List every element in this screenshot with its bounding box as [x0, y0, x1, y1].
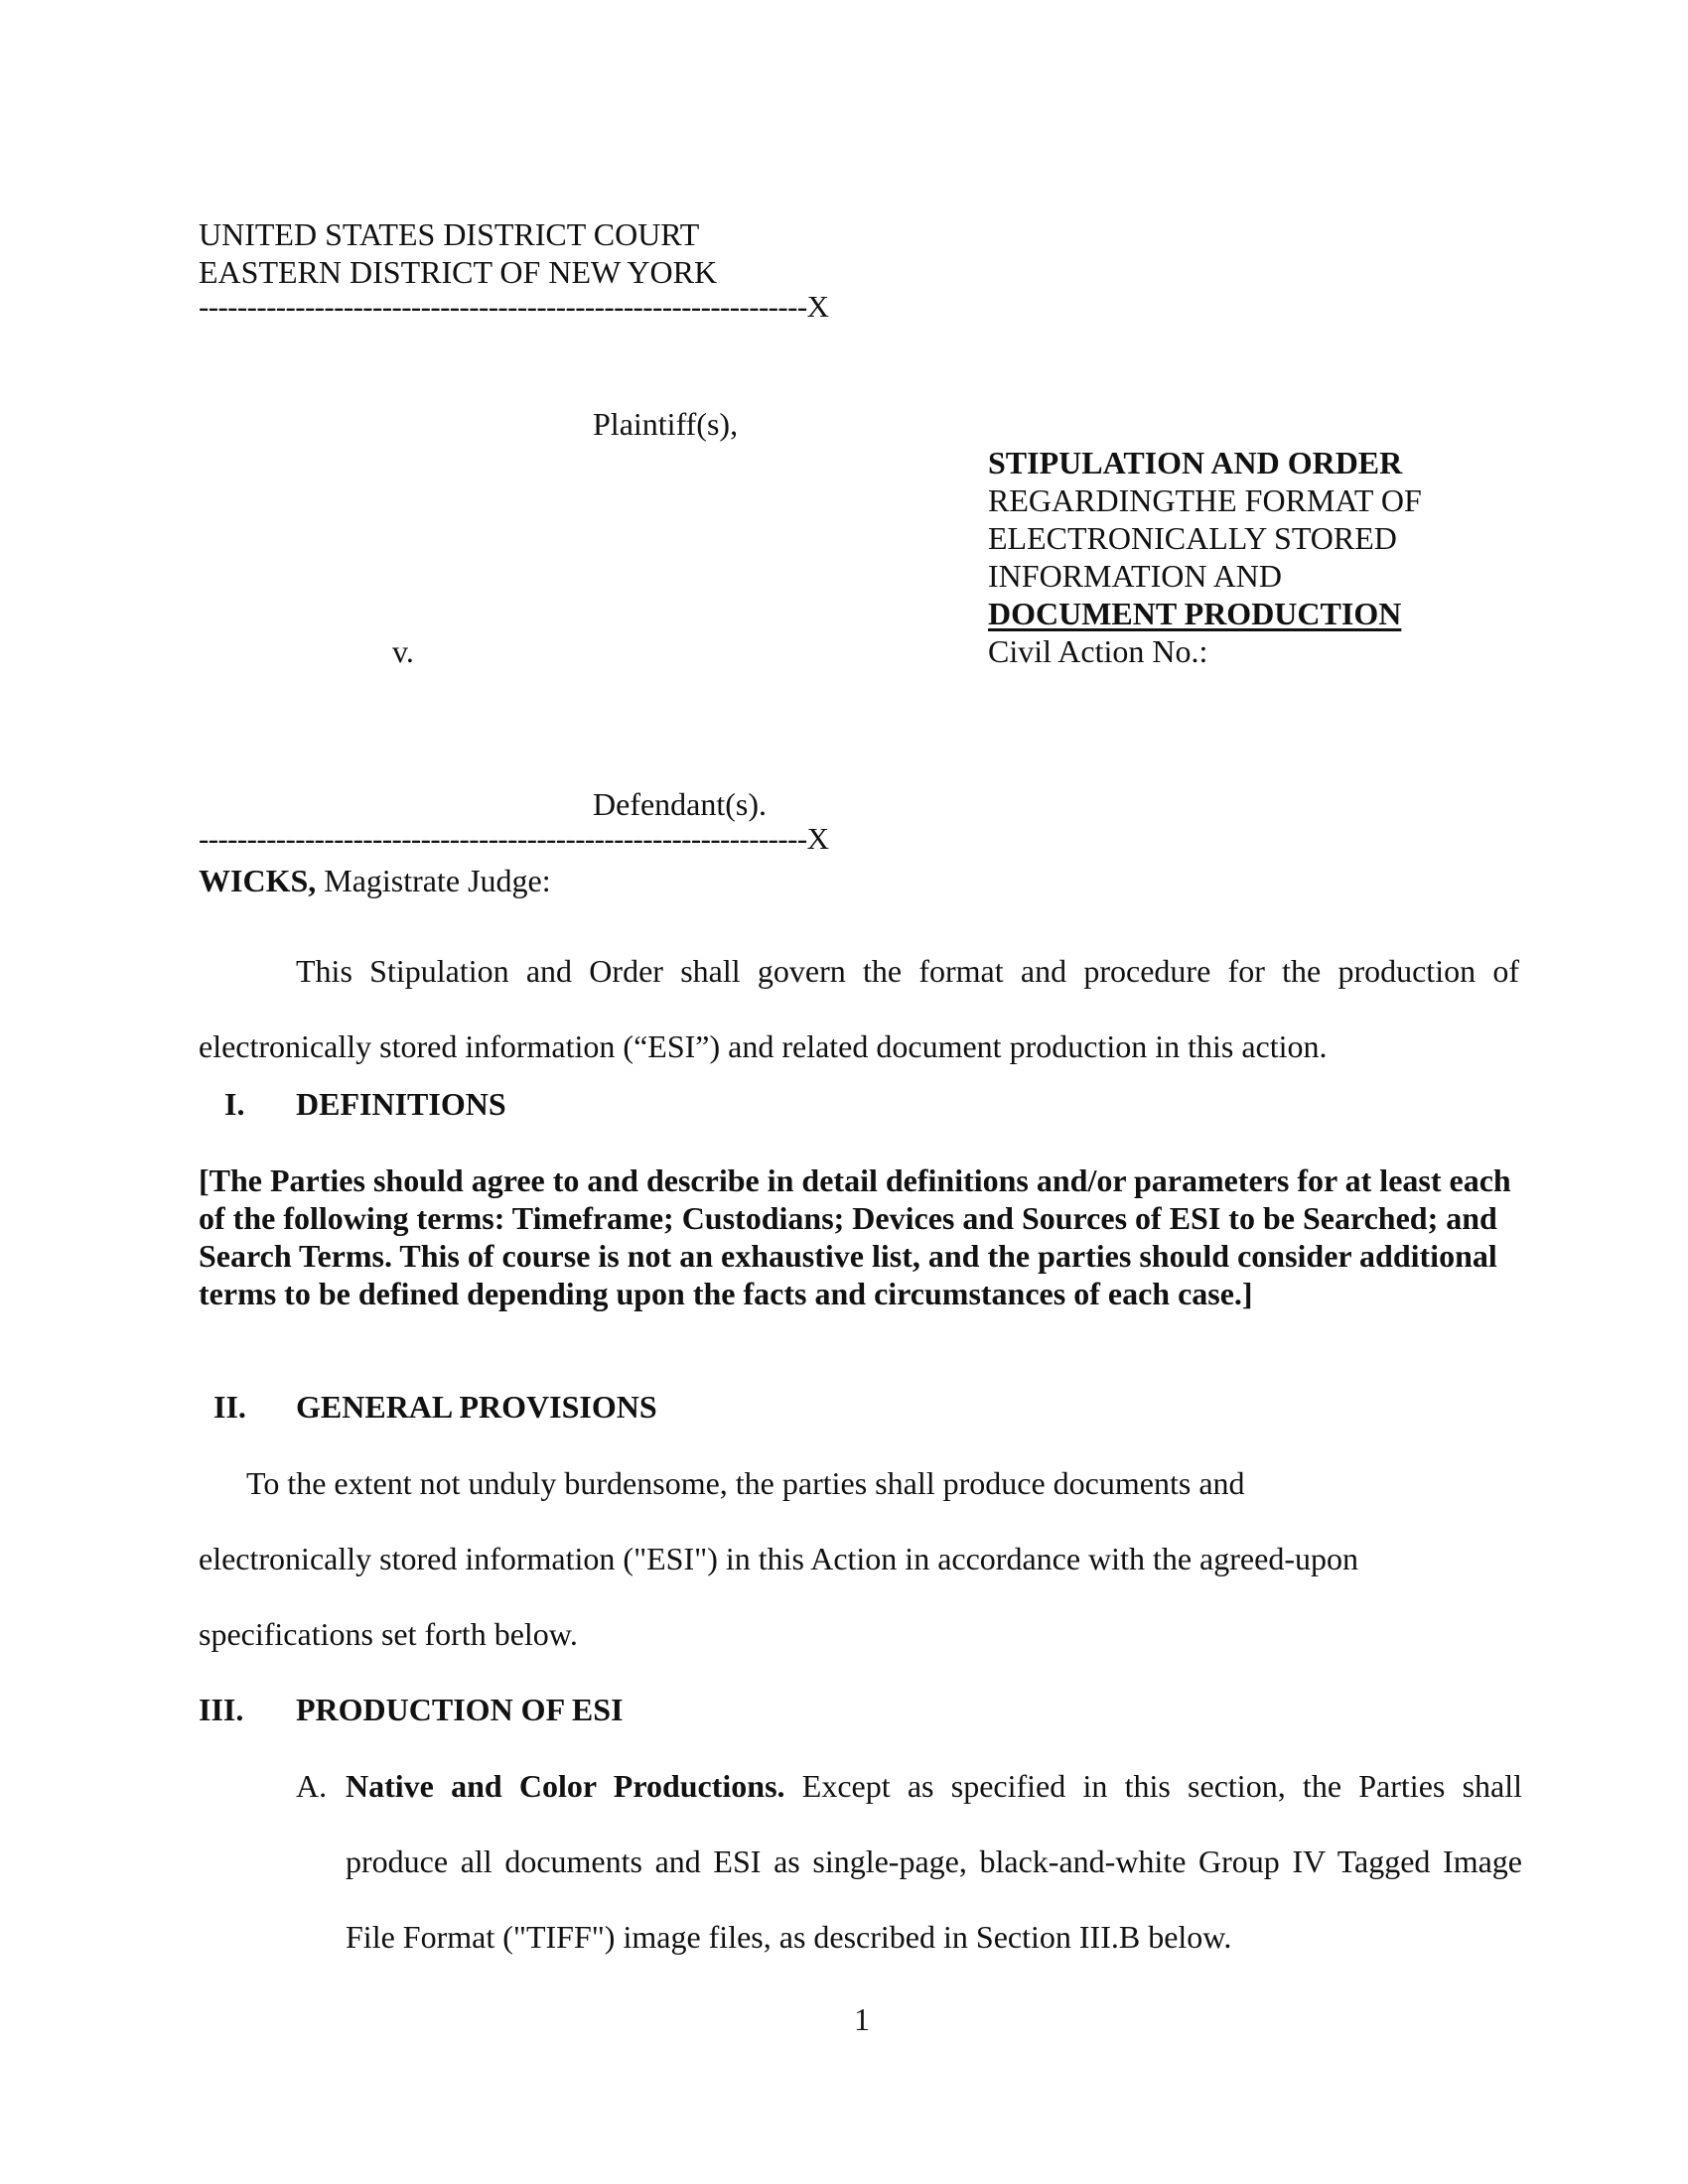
section-2-title: GENERAL PROVISIONS — [296, 1389, 657, 1425]
judge-line — [199, 862, 551, 899]
subsection-a-label: A. — [296, 1768, 328, 1804]
title-line-2: REGARDINGTHE FORMAT OF — [988, 482, 1422, 518]
caption-rule-top: ---------------------------------------------------------------X — [199, 289, 829, 324]
title-line-5: DOCUMENT PRODUCTION — [988, 596, 1402, 631]
definitions-note: [The Parties should agree to and describe in detail definitions and/or parameters for at least each of the following terms: Timeframe; Custodians; Devices and Sources of ESI to be Searched; and Search Terms. This of course is not an exhaustive list, and the parties should consider additional terms to be defined depending upon the facts and circumstances of each case.] — [199, 1162, 1511, 1311]
subsection-a-paragraph — [346, 1748, 1522, 1975]
title-line-1: STIPULATION AND ORDER — [988, 445, 1403, 480]
versus-label: v. — [392, 633, 414, 669]
civil-action-number: Civil Action No.: — [988, 633, 1208, 669]
intro-paragraph: This Stipulation and Order shall govern the format and procedure for the production of electronically stored information (“ESI”) and related document production in this action. — [199, 953, 1519, 1064]
section-3-title: PRODUCTION OF ESI — [296, 1692, 624, 1727]
section-1-title: DEFINITIONS — [296, 1086, 506, 1122]
defendant-label: Defendant(s). — [593, 786, 768, 822]
subsection-a-text: Except as specified in this section, the Parties shall produce all documents and ESI as single-page, black-and-white Group IV Tagged Image File Format ("TIFF") image files, as described in Section III.B below. — [346, 1768, 1523, 1955]
subsection-a-title: Native and Color Productions. — [346, 1768, 785, 1804]
title-line-4: INFORMATION AND — [988, 558, 1283, 594]
general-provisions-paragraph: To the extent not unduly burdensome, the parties shall produce documents and electronically stored information ("ESI") in this Action in accordance with the agreed-upon specifications set forth below. — [199, 1465, 1358, 1652]
plaintiff-label: Plaintiff(s), — [593, 406, 739, 442]
judge-name: WICKS, — [199, 863, 317, 898]
title-line-3: ELECTRONICALLY STORED — [988, 520, 1397, 556]
judge-title: Magistrate Judge: — [316, 863, 551, 898]
section-1-number: I. — [224, 1086, 245, 1122]
court-district: EASTERN DISTRICT OF NEW YORK — [199, 254, 718, 290]
page-number: 1 — [854, 2001, 870, 2037]
section-3-number: III. — [199, 1692, 244, 1727]
court-name: UNITED STATES DISTRICT COURT — [199, 216, 700, 252]
caption-rule-bottom: ---------------------------------------------------------------X — [199, 821, 829, 856]
section-2-number: II. — [213, 1389, 246, 1425]
